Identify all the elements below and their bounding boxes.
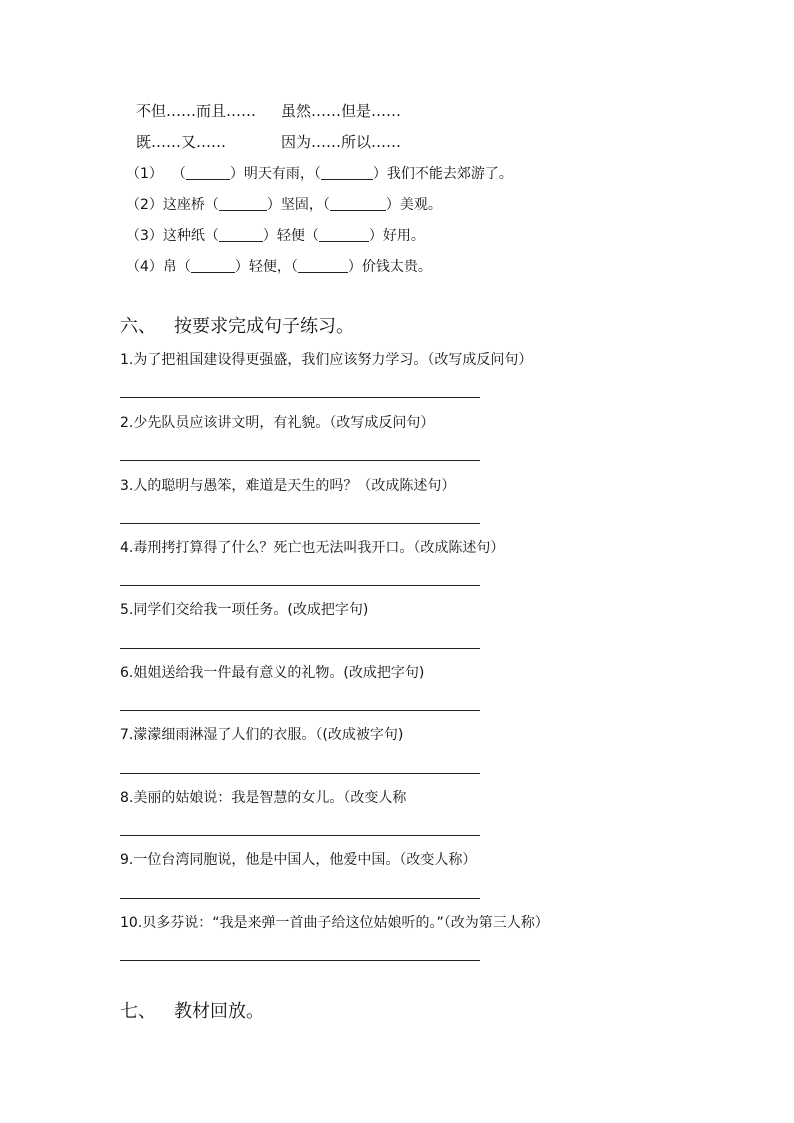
answer-blank[interactable] xyxy=(319,227,369,242)
exercise-item-10: 10.贝多芬说：“我是来弹一首曲子给这位姑娘听的。”（改为第三人称） xyxy=(120,915,549,931)
section-6-heading xyxy=(120,315,354,339)
section-7-heading xyxy=(120,1000,264,1024)
answer-line-1[interactable] xyxy=(120,397,480,398)
item-number: （3） xyxy=(126,228,163,244)
exercise-item-2: 2.少先队员应该讲文明，有礼貌。（改写成反问句） xyxy=(120,415,435,431)
section-title: 教材回放。 xyxy=(174,1001,264,1022)
answer-line-2[interactable] xyxy=(120,460,480,461)
fill-item-1: （1） （ ）明天有雨，（ ）我们不能去郊游了。 xyxy=(126,166,513,182)
conjunction-pair-3: 既……又…… xyxy=(136,133,227,151)
exercise-item-6: 6.姐姐送给我一件最有意义的礼物。(改成把字句) xyxy=(120,665,425,681)
item-number: （2） xyxy=(126,197,163,213)
answer-line-9[interactable] xyxy=(120,898,480,899)
section-number: 七、 xyxy=(120,1001,156,1022)
item-number: （1） xyxy=(126,166,163,182)
answer-line-3[interactable] xyxy=(120,523,480,524)
exercise-item-7: 7.濛濛细雨淋湿了人们的衣服。（(改成被字句) xyxy=(120,727,404,743)
section-number: 六、 xyxy=(120,316,156,337)
exercise-item-9: 9.一位台湾同胞说，他是中国人，他爱中国。（改变人称） xyxy=(120,852,477,868)
answer-line-6[interactable] xyxy=(120,710,480,711)
exercise-item-3: 3.人的聪明与愚笨，难道是天生的吗？（改成陈述句） xyxy=(120,478,456,494)
answer-line-7[interactable] xyxy=(120,773,480,774)
answer-line-4[interactable] xyxy=(120,585,480,586)
conjunction-pair-4: 因为……所以…… xyxy=(281,133,402,151)
answer-blank[interactable] xyxy=(321,165,373,180)
exercise-item-1: 1.为了把祖国建设得更强盛，我们应该努力学习。（改写成反问句） xyxy=(120,352,533,368)
fill-item-3: （3）这种纸（ ）轻便（ ）好用。 xyxy=(126,228,425,244)
section-title: 按要求完成句子练习。 xyxy=(174,316,354,337)
item-number: （4） xyxy=(126,259,163,275)
answer-blank[interactable] xyxy=(219,196,267,211)
exercise-item-8: 8.美丽的姑娘说：我是智慧的女儿。（改变人称 xyxy=(120,790,407,806)
answer-blank[interactable] xyxy=(298,258,348,273)
fill-item-4: （4）帛（ ）轻便，（ ）价钱太贵。 xyxy=(126,259,432,275)
exercise-item-4: 4.毒刑拷打算得了什么？死亡也无法叫我开口。（改成陈述句） xyxy=(120,540,505,556)
answer-line-5[interactable] xyxy=(120,648,480,649)
answer-blank[interactable] xyxy=(330,196,386,211)
conjunction-pair-2: 虽然……但是…… xyxy=(281,102,402,120)
answer-line-8[interactable] xyxy=(120,835,480,836)
answer-line-10[interactable] xyxy=(120,960,480,961)
conjunction-pair-1: 不但……而且…… xyxy=(136,102,257,120)
answer-blank[interactable] xyxy=(186,165,230,180)
exercise-item-5: 5.同学们交给我一项任务。(改成把字句) xyxy=(120,602,369,618)
answer-blank[interactable] xyxy=(219,227,263,242)
answer-blank[interactable] xyxy=(191,258,235,273)
fill-item-2: （2）这座桥（ ）坚固，（ ）美观。 xyxy=(126,197,442,213)
